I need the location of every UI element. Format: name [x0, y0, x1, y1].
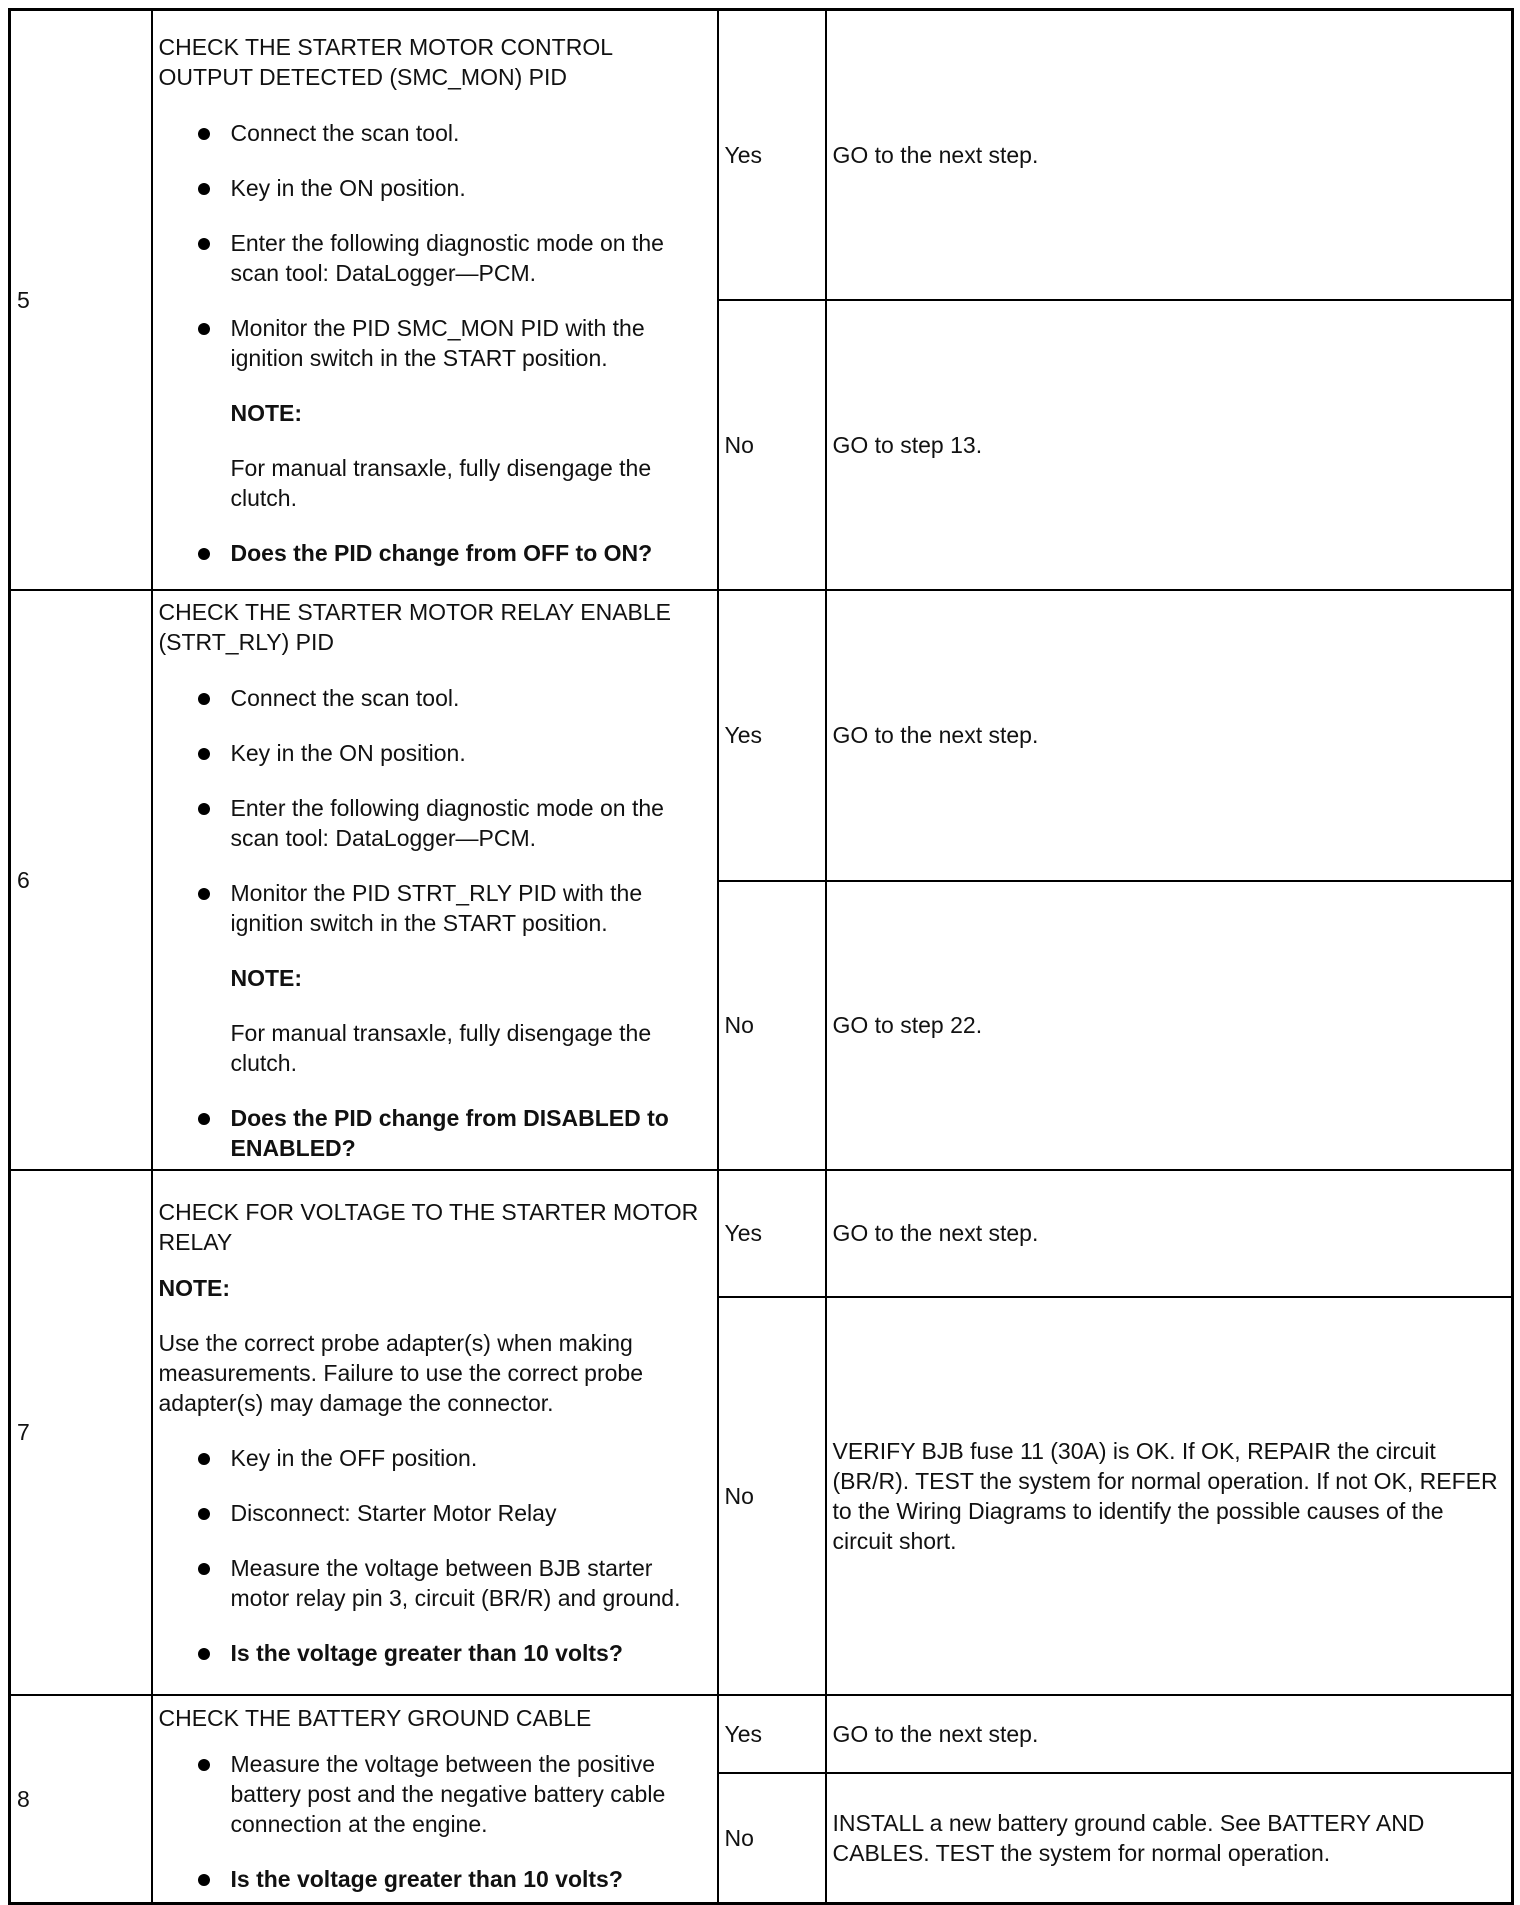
diagnostic-steps-table	[8, 8, 1514, 1905]
step-title: CHECK THE STARTER MOTOR CONTROL OUTPUT DETECTED (SMC_MON) PID	[158, 33, 613, 90]
bullet-icon	[198, 548, 210, 560]
bullet-icon	[198, 1874, 210, 1886]
step-bullet-list	[159, 118, 711, 373]
list-item: Key in the OFF position.	[231, 1443, 711, 1473]
bullet-icon	[198, 1113, 210, 1125]
step-number: 5	[10, 10, 152, 590]
note-label: NOTE:	[230, 964, 303, 991]
note-text: For manual transaxle, fully disengage the clutch.	[230, 1019, 652, 1076]
note-text: Use the correct probe adapter(s) when making measurements. Failure to use the correct probe adapter(s) may damage the connector.	[158, 1329, 644, 1416]
no-label: No	[718, 300, 826, 590]
step-bullet-list	[159, 1443, 711, 1668]
list-item: Monitor the PID SMC_MON PID with the ignition switch in the START position.	[231, 313, 711, 373]
step-title: CHECK THE STARTER MOTOR RELAY ENABLE (STRT_RLY) PID	[158, 598, 672, 655]
step-action	[152, 1695, 718, 1904]
step-action	[152, 590, 718, 1170]
step-action	[152, 1170, 718, 1695]
bullet-icon	[198, 323, 210, 335]
step-number: 7	[10, 1170, 152, 1695]
step-row-5-yes	[10, 10, 1513, 300]
no-label: No	[718, 881, 826, 1170]
step-bullet-list	[159, 1749, 711, 1894]
no-result: VERIFY BJB fuse 11 (30A) is OK. If OK, REPAIR the circuit (BR/R). TEST the system for normal operation. If not OK, REFER to the Wiring Diagrams to identify the possible causes of the circuit short.	[826, 1297, 1513, 1695]
step-bullet-list	[159, 683, 711, 938]
bullet-icon	[198, 1508, 210, 1520]
step-question: Is the voltage greater than 10 volts?	[231, 1864, 711, 1894]
yes-result: GO to the next step.	[826, 10, 1513, 300]
step-number: 6	[10, 590, 152, 1170]
yes-label: Yes	[718, 1170, 826, 1297]
no-result: GO to step 22.	[826, 881, 1513, 1170]
bullet-icon	[198, 1759, 210, 1771]
no-result: GO to step 13.	[826, 300, 1513, 590]
list-item: Monitor the PID STRT_RLY PID with the ignition switch in the START position.	[231, 878, 711, 938]
bullet-icon	[198, 1563, 210, 1575]
bullet-icon	[198, 183, 210, 195]
yes-result: GO to the next step.	[826, 1170, 1513, 1297]
yes-label: Yes	[718, 10, 826, 300]
step-question-list	[159, 1103, 711, 1163]
yes-label: Yes	[718, 590, 826, 881]
list-item: Key in the ON position.	[231, 173, 711, 203]
yes-result: GO to the next step.	[826, 1695, 1513, 1773]
step-action	[152, 10, 718, 590]
step-question: Is the voltage greater than 10 volts?	[231, 1638, 711, 1668]
bullet-icon	[198, 238, 210, 250]
step-row-7-yes	[10, 1170, 1513, 1297]
no-label: No	[718, 1773, 826, 1904]
step-title: CHECK THE BATTERY GROUND CABLE	[158, 1705, 592, 1732]
no-result: INSTALL a new battery ground cable. See BATTERY AND CABLES. TEST the system for normal operation.	[826, 1773, 1513, 1904]
list-item: Measure the voltage between the positive battery post and the negative battery cable connection at the engine.	[231, 1749, 711, 1839]
no-label: No	[718, 1297, 826, 1695]
yes-result: GO to the next step.	[826, 590, 1513, 881]
step-row-6-yes	[10, 590, 1513, 881]
note-label: NOTE:	[158, 1274, 231, 1301]
note-block	[159, 963, 711, 1078]
note-text: For manual transaxle, fully disengage the clutch.	[230, 454, 652, 511]
step-question: Does the PID change from DISABLED to ENABLED?	[231, 1103, 711, 1163]
list-item: Connect the scan tool.	[231, 683, 711, 713]
step-number: 8	[10, 1695, 152, 1904]
bullet-icon	[198, 888, 210, 900]
list-item: Key in the ON position.	[231, 738, 711, 768]
list-item: Connect the scan tool.	[231, 118, 711, 148]
bullet-icon	[198, 1453, 210, 1465]
note-block	[159, 398, 711, 513]
step-row-8-yes	[10, 1695, 1513, 1773]
step-question-list	[159, 538, 711, 568]
bullet-icon	[198, 1648, 210, 1660]
note-label: NOTE:	[230, 399, 303, 426]
list-item: Enter the following diagnostic mode on the scan tool: DataLogger—PCM.	[231, 228, 711, 288]
bullet-icon	[198, 803, 210, 815]
step-question: Does the PID change from OFF to ON?	[231, 538, 711, 568]
list-item: Enter the following diagnostic mode on the scan tool: DataLogger—PCM.	[231, 793, 711, 853]
step-title: CHECK FOR VOLTAGE TO THE STARTER MOTOR RELAY	[158, 1198, 699, 1255]
yes-label: Yes	[718, 1695, 826, 1773]
list-item: Disconnect: Starter Motor Relay	[231, 1498, 711, 1528]
list-item: Measure the voltage between BJB starter motor relay pin 3, circuit (BR/R) and ground.	[231, 1553, 711, 1613]
bullet-icon	[198, 128, 210, 140]
bullet-icon	[198, 748, 210, 760]
bullet-icon	[198, 693, 210, 705]
